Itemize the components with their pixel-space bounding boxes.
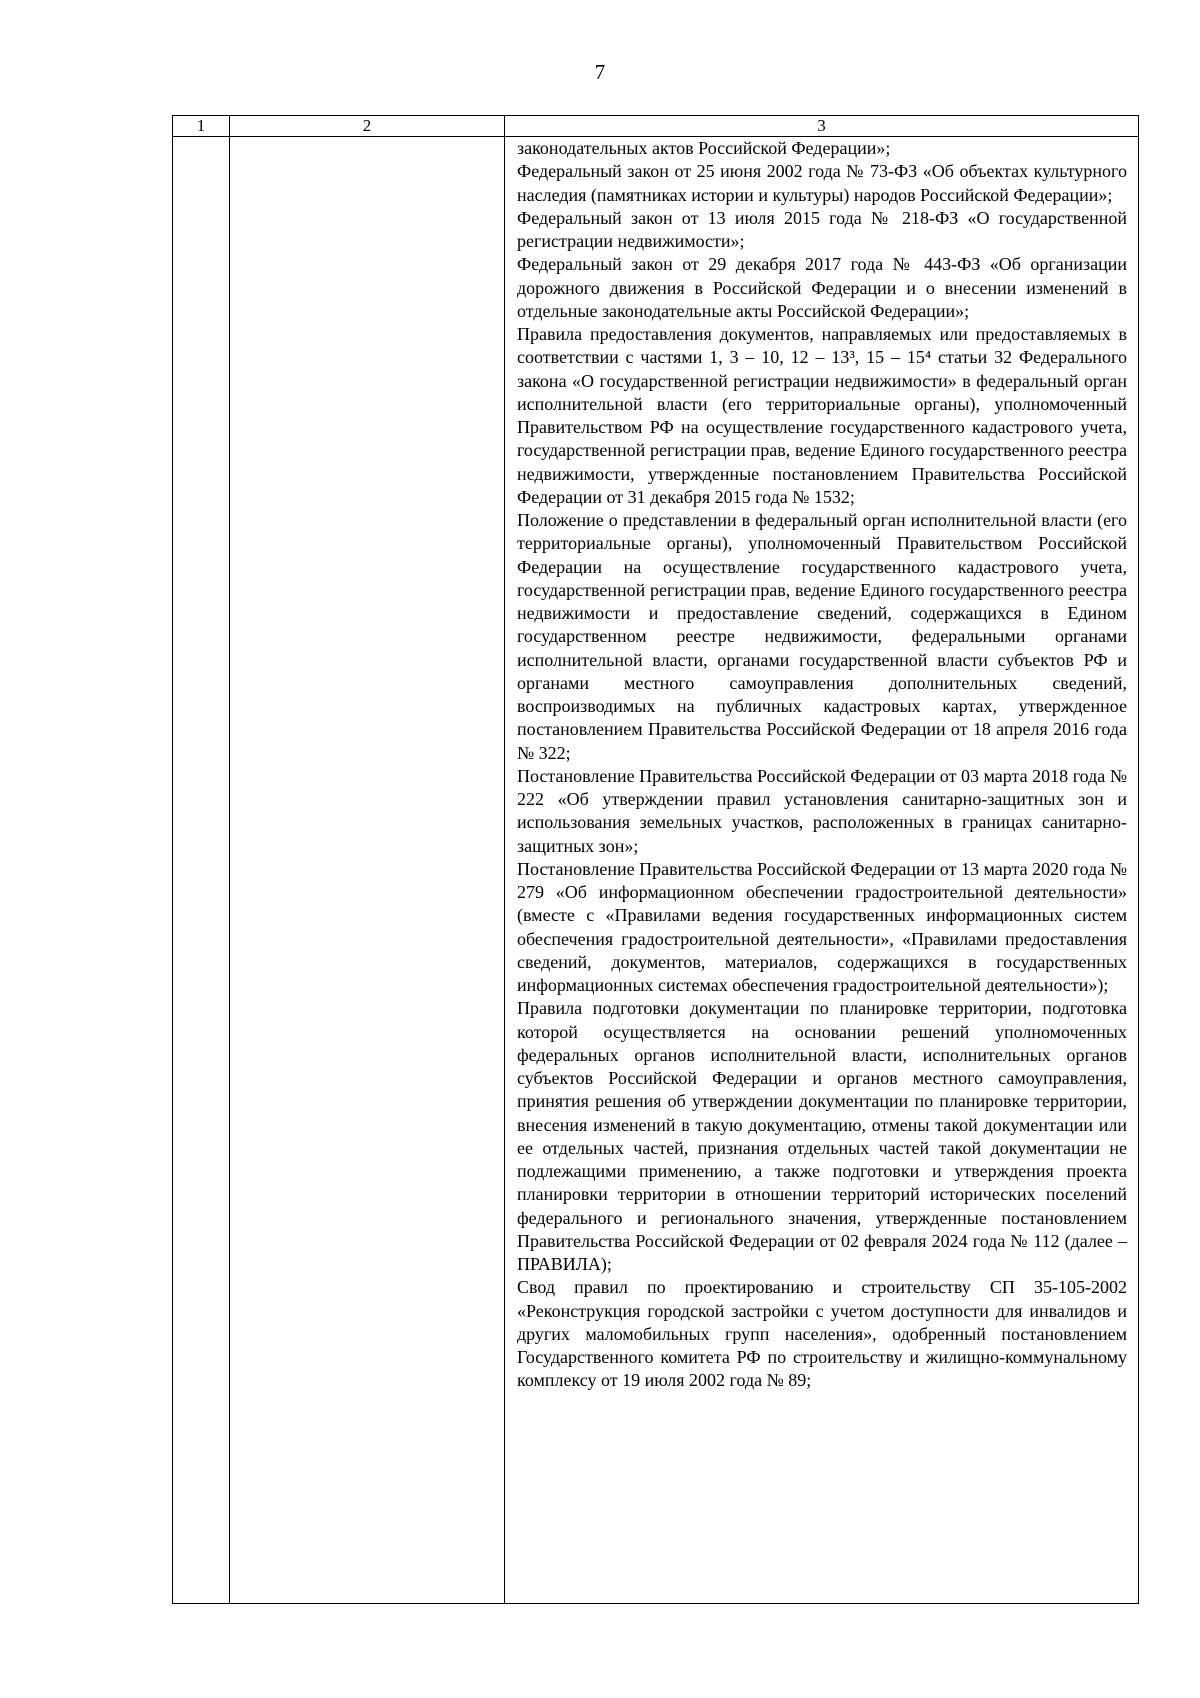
legal-act-paragraph: Постановление Правительства Российской Федерации от 13 марта 2020 года № 279 «Об информационном обеспечении градостроительной деятельности» (вместе с «Правилами ведения государственных информационных систем обеспечения градостроительной деятельности», «Правилами предоставления сведений, документов, материалов, содержащихся в государственных информационных системах обеспечения градостроительной деятельности»); [517,858,1127,995]
column-3-cell [505,137,1139,1604]
column-header-1: 1 [173,116,230,137]
legal-act-paragraph: Федеральный закон от 29 декабря 2017 года № 443-ФЗ «Об организации дорожного движения в Российской Федерации и о внесении изменений в отдельные законодательные акты Российской Федерации»; [517,254,1127,321]
page-number: 7 [594,60,606,84]
column-2-cell [230,137,505,1604]
legal-act-paragraph: Правила подготовки документации по планировке территории, подготовка которой осуществляется на основании решений уполномоченных федеральных органов исполнительной власти, исполнительных органов субъектов Российской Федерации и органов местного самоуправления, принятия решения об утверждении документации по планировке территории, внесения изменений в такую документацию, отмены такой документации или ее отдельных частей, признания отдельных частей такой документации не подлежащими применению, а также подготовки и утверждения проекта планировки территории в отношении территорий исторических поселений федерального и регионального значения, утвержденные постановлением Правительства Российской Федерации от 02 февраля 2024 года № 112 (далее – ПРАВИЛА); [517,998,1127,1274]
legal-act-paragraph: Федеральный закон от 25 июня 2002 года № 73-ФЗ «Об объектах культурного наследия (памятниках истории и культуры) народов Российской Федерации»; [517,161,1127,205]
legal-act-paragraph: Правила предоставления документов, направляемых или предоставляемых в соответствии с частями 1, 3 – 10, 12 – 13³, 15 – 15⁴ статьи 32 Федерального закона «О государственной регистрации недвижимости» в федеральный орган исполнительной власти (его территориальные органы), уполномоченный Правительством РФ на осуществление государственного кадастрового учета, государственной регистрации прав, ведение Единого государственного реестра недвижимости, утвержденные постановлением Правительства Российской Федерации от 31 декабря 2015 года № 1532; [517,324,1127,507]
column-header-3: 3 [505,116,1139,137]
column-header-2: 2 [230,116,505,137]
column-1-cell [173,137,230,1604]
document-table [172,115,1139,1604]
legal-act-paragraph: Положение о представлении в федеральный орган исполнительной власти (его территориальные органы), уполномоченный Правительством Российской Федерации на осуществление государственного кадастрового учета, государственной регистрации прав, ведение Единого государственного реестра недвижимости и предоставление сведений, содержащихся в Едином государственном реестре недвижимости, федеральными органами исполнительной власти, органами государственной власти субъектов РФ и органами местного самоуправления дополнительных сведений, воспроизводимых на публичных кадастровых картах, утвержденное постановлением Правительства Российской Федерации от 18 апреля 2016 года № 322; [517,510,1127,763]
legal-act-paragraph: Постановление Правительства Российской Федерации от 03 марта 2018 года № 222 «Об утверждении правил установления санитарно-защитных зон и использования земельных участков, расположенных в границах санитарно-защитных зон»; [517,765,1127,856]
legal-act-paragraph: законодательных актов Российской Федерации»; [517,138,891,158]
table-header-row [173,116,1139,137]
table-row [173,137,1139,1604]
legal-act-paragraph: Федеральный закон от 13 июля 2015 года № 218-ФЗ «О государственной регистрации недвижимости»; [517,207,1127,251]
legal-act-paragraph: Свод правил по проектированию и строительству СП 35-105-2002 «Реконструкция городской застройки с учетом доступности для инвалидов и других маломобильных групп населения», одобренный постановлением Государственного комитета РФ по строительству и жилищно-коммунальному комплексу от 19 июля 2002 года № 89; [517,1277,1127,1391]
